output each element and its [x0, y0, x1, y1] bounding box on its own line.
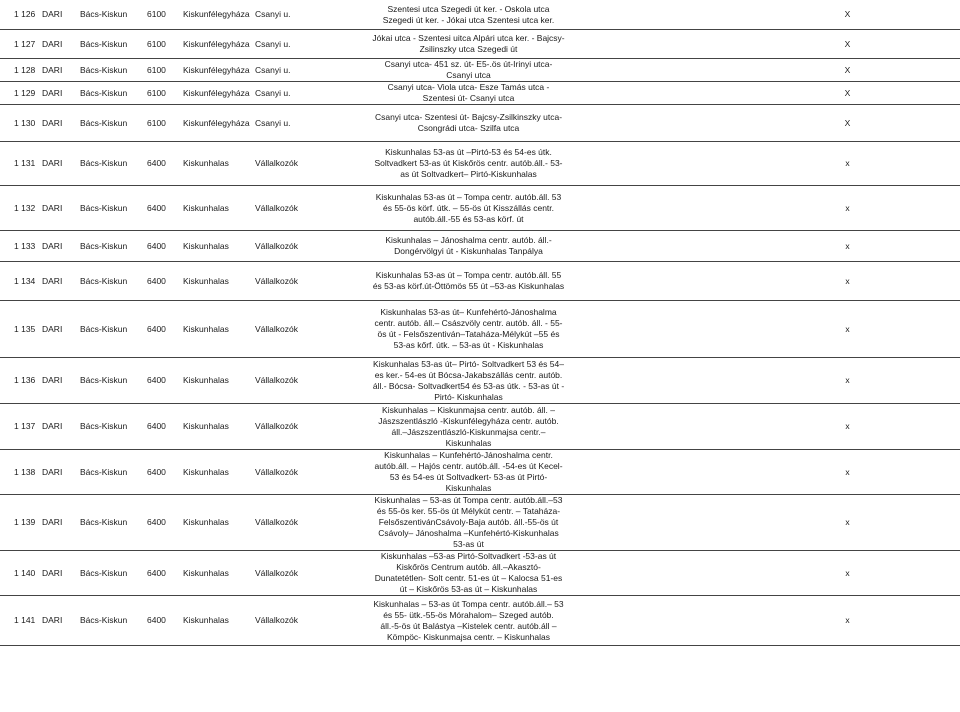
- operator: DARI: [42, 450, 80, 495]
- table-row: [0, 59, 960, 82]
- zip-code: 6400: [147, 495, 183, 551]
- operator: DARI: [42, 262, 80, 301]
- table-row: [0, 358, 960, 404]
- street: Csanyi u.: [255, 0, 370, 30]
- spacer: [567, 596, 735, 646]
- zip-code: 6400: [147, 551, 183, 596]
- operator: DARI: [42, 551, 80, 596]
- spacer: [567, 186, 735, 231]
- city: Kiskunhalas: [183, 551, 255, 596]
- table-row: [0, 231, 960, 262]
- zip-code: 6400: [147, 262, 183, 301]
- operator: DARI: [42, 186, 80, 231]
- spacer: [567, 450, 735, 495]
- zip-code: 6100: [147, 30, 183, 59]
- mark: x: [735, 142, 960, 186]
- table-row: [0, 450, 960, 495]
- table-row: [0, 301, 960, 358]
- county: Bács-Kiskun: [80, 105, 147, 142]
- county: Bács-Kiskun: [80, 301, 147, 358]
- city: Kiskunfélegyháza: [183, 59, 255, 82]
- mark: X: [735, 30, 960, 59]
- zip-code: 6400: [147, 358, 183, 404]
- route-description: Kiskunhalas – 53-as út Tompa centr. autób.áll.–53 és 55-ös ker. 55-ös út Mélykút centr. – Tataháza- FelsőszentivánCsávoly-Baja autób. áll.-55-ös út Csávoly– Jánoshalma –Kunfehértó-Kiskunhalas 53-as út: [370, 495, 567, 551]
- mark: x: [735, 596, 960, 646]
- route-description: Kiskunhalas 53-as út– Pirtó- Soltvadkert 53 és 54– es ker.- 54-es út Bócsa-Jakabszállás centr. autób. áll.- Bócsa- Soltvadkert54 és 53-as útk. - 53-as út - Pirtó- Kiskunhalas: [370, 358, 567, 404]
- mark: x: [735, 301, 960, 358]
- zip-code: 6100: [147, 105, 183, 142]
- street: Vállalkozók: [255, 495, 370, 551]
- zip-code: 6100: [147, 59, 183, 82]
- mark: x: [735, 231, 960, 262]
- spacer: [567, 142, 735, 186]
- city: Kiskunfélegyháza: [183, 105, 255, 142]
- spacer: [567, 59, 735, 82]
- table-row: [0, 551, 960, 596]
- city: Kiskunfélegyháza: [183, 0, 255, 30]
- table-row: [0, 0, 960, 30]
- row-id: 1 139: [0, 495, 42, 551]
- county: Bács-Kiskun: [80, 186, 147, 231]
- mark: x: [735, 495, 960, 551]
- city: Kiskunfélegyháza: [183, 30, 255, 59]
- route-description: Kiskunhalas – 53-as út Tompa centr. autób.áll.– 53 és 55- ütk.-55-ös Mórahalom– Szeged autób. áll.-5-ös út Balástya –Kistelek centr. autób.áll –Kömpöc- Kiskunmajsa centr. – Kiskunhalas: [370, 596, 567, 646]
- zip-code: 6400: [147, 596, 183, 646]
- city: Kiskunhalas: [183, 186, 255, 231]
- operator: DARI: [42, 82, 80, 105]
- route-description: Kiskunhalas 53-as út – Tompa centr. autób.áll. 53 és 55-ös körf. útk. – 55-ös út Kisszállás centr. autób.áll.-55 és 53-as körf. út: [370, 186, 567, 231]
- mark: X: [735, 82, 960, 105]
- operator: DARI: [42, 0, 80, 30]
- operator: DARI: [42, 30, 80, 59]
- spacer: [567, 358, 735, 404]
- route-description: Szentesi utca Szegedi út ker. - Oskola utca Szegedi út ker. - Jókai utca Szentesi utca ker.: [370, 0, 567, 30]
- county: Bács-Kiskun: [80, 404, 147, 450]
- zip-code: 6400: [147, 186, 183, 231]
- county: Bács-Kiskun: [80, 596, 147, 646]
- row-id: 1 141: [0, 596, 42, 646]
- street: Vállalkozók: [255, 596, 370, 646]
- county: Bács-Kiskun: [80, 551, 147, 596]
- city: Kiskunhalas: [183, 495, 255, 551]
- county: Bács-Kiskun: [80, 231, 147, 262]
- street: Vállalkozók: [255, 142, 370, 186]
- row-id: 1 132: [0, 186, 42, 231]
- spacer: [567, 30, 735, 59]
- table-row: [0, 596, 960, 646]
- city: Kiskunhalas: [183, 596, 255, 646]
- zip-code: 6400: [147, 450, 183, 495]
- county: Bács-Kiskun: [80, 358, 147, 404]
- street: Vállalkozók: [255, 231, 370, 262]
- row-id: 1 133: [0, 231, 42, 262]
- table-row: [0, 105, 960, 142]
- operator: DARI: [42, 495, 80, 551]
- city: Kiskunhalas: [183, 404, 255, 450]
- city: Kiskunhalas: [183, 262, 255, 301]
- street: Csanyi u.: [255, 105, 370, 142]
- row-id: 1 138: [0, 450, 42, 495]
- city: Kiskunhalas: [183, 231, 255, 262]
- zip-code: 6400: [147, 142, 183, 186]
- route-description: Kiskunhalas – Kiskunmajsa centr. autób. áll. – Jászszentlászló -Kiskunfélegyháza centr. autób. áll.–Jászszentlászló-Kiskunmajsa centr.– Kiskunhalas: [370, 404, 567, 450]
- operator: DARI: [42, 301, 80, 358]
- county: Bács-Kiskun: [80, 59, 147, 82]
- operator: DARI: [42, 231, 80, 262]
- table-row: [0, 404, 960, 450]
- spacer: [567, 0, 735, 30]
- table-row: [0, 142, 960, 186]
- county: Bács-Kiskun: [80, 262, 147, 301]
- route-description: Kiskunhalas – Kunfehértó-Jánoshalma centr. autób.áll. – Hajós centr. autób.áll. -54-es út Kecel-53 és 54-es út Soltvadkert- 53-as út Pirtó-Kiskunhalas: [370, 450, 567, 495]
- street: Csanyi u.: [255, 30, 370, 59]
- spacer: [567, 231, 735, 262]
- county: Bács-Kiskun: [80, 82, 147, 105]
- city: Kiskunhalas: [183, 301, 255, 358]
- street: Csanyi u.: [255, 59, 370, 82]
- mark: x: [735, 450, 960, 495]
- row-id: 1 131: [0, 142, 42, 186]
- mark: x: [735, 551, 960, 596]
- street: Vállalkozók: [255, 262, 370, 301]
- row-id: 1 140: [0, 551, 42, 596]
- route-description: Csanyi utca- Szentesi út- Bajcsy-Zsilkinszky utca-Csongrádi utca- Szilfa utca: [370, 105, 567, 142]
- city: Kiskunfélegyháza: [183, 82, 255, 105]
- route-description: Kiskunhalas 53-as út –Pirtó-53 és 54-es útk. Soltvadkert 53-as út Kiskőrös centr. autób.áll.- 53-as út Soltvadkert– Pirtó-Kiskunhalas: [370, 142, 567, 186]
- row-id: 1 128: [0, 59, 42, 82]
- row-id: 1 127: [0, 30, 42, 59]
- zip-code: 6400: [147, 404, 183, 450]
- table-row: [0, 495, 960, 551]
- spacer: [567, 301, 735, 358]
- route-description: Kiskunhalas 53-as út– Kunfehértó-Jánoshalma centr. autób. áll.– Császvöly centr. autób. áll. - 55-ös út - Felsőszentiván–Tataháza-Mélykút –55 és 53-as kőrf. útk. – 53-as út - Kiskunhalas: [370, 301, 567, 358]
- mark: X: [735, 105, 960, 142]
- city: Kiskunhalas: [183, 142, 255, 186]
- mark: x: [735, 262, 960, 301]
- street: Vállalkozók: [255, 551, 370, 596]
- zip-code: 6400: [147, 231, 183, 262]
- county: Bács-Kiskun: [80, 30, 147, 59]
- street: Vállalkozók: [255, 404, 370, 450]
- street: Vállalkozók: [255, 358, 370, 404]
- spacer: [567, 82, 735, 105]
- mark: x: [735, 404, 960, 450]
- operator: DARI: [42, 59, 80, 82]
- spacer: [567, 404, 735, 450]
- street: Vállalkozók: [255, 450, 370, 495]
- route-description: Kiskunhalas 53-as út – Tompa centr. autób.áll. 55 és 53-as körf.út-Öttömös 55 út –53-as Kiskunhalas: [370, 262, 567, 301]
- spacer: [567, 262, 735, 301]
- row-id: 1 134: [0, 262, 42, 301]
- table-row: [0, 262, 960, 301]
- operator: DARI: [42, 358, 80, 404]
- route-description: Csanyi utca- Viola utca- Esze Tamás utca - Szentesi út- Csanyi utca: [370, 82, 567, 105]
- table-row: [0, 186, 960, 231]
- county: Bács-Kiskun: [80, 142, 147, 186]
- street: Vállalkozók: [255, 301, 370, 358]
- zip-code: 6400: [147, 301, 183, 358]
- operator: DARI: [42, 596, 80, 646]
- row-id: 1 136: [0, 358, 42, 404]
- mark: x: [735, 186, 960, 231]
- street: Csanyi u.: [255, 82, 370, 105]
- street: Vállalkozók: [255, 186, 370, 231]
- city: Kiskunhalas: [183, 358, 255, 404]
- mark: X: [735, 0, 960, 30]
- route-description: Kiskunhalas – Jánoshalma centr. autób. áll.- Dongérvölgyi út - Kiskunhalas Tanpálya: [370, 231, 567, 262]
- county: Bács-Kiskun: [80, 450, 147, 495]
- row-id: 1 126: [0, 0, 42, 30]
- operator: DARI: [42, 142, 80, 186]
- route-description: Kiskunhalas –53-as Pirtó-Soltvadkert -53-as út Kiskőrös Centrum autób. áll.–Akasztó-Dunatetétlen- Solt centr. 51-es út – Kalocsa 51-es út – Kiskőrös 53-as út – Kiskunhalas: [370, 551, 567, 596]
- operator: DARI: [42, 105, 80, 142]
- table-row: [0, 82, 960, 105]
- row-id: 1 137: [0, 404, 42, 450]
- county: Bács-Kiskun: [80, 495, 147, 551]
- spacer: [567, 105, 735, 142]
- zip-code: 6100: [147, 82, 183, 105]
- city: Kiskunhalas: [183, 450, 255, 495]
- route-description: Jókai utca - Szentesi uitca Alpári utca ker. - Bajcsy-Zsilinszky utca Szegedi út: [370, 30, 567, 59]
- spacer: [567, 495, 735, 551]
- operator: DARI: [42, 404, 80, 450]
- zip-code: 6100: [147, 0, 183, 30]
- table-row: [0, 30, 960, 59]
- row-id: 1 135: [0, 301, 42, 358]
- row-id: 1 130: [0, 105, 42, 142]
- route-description: Csanyi utca- 451 sz. út- E5-.ös út-Irinyi utca-Csanyi utca: [370, 59, 567, 82]
- mark: x: [735, 358, 960, 404]
- spacer: [567, 551, 735, 596]
- mark: X: [735, 59, 960, 82]
- row-id: 1 129: [0, 82, 42, 105]
- county: Bács-Kiskun: [80, 0, 147, 30]
